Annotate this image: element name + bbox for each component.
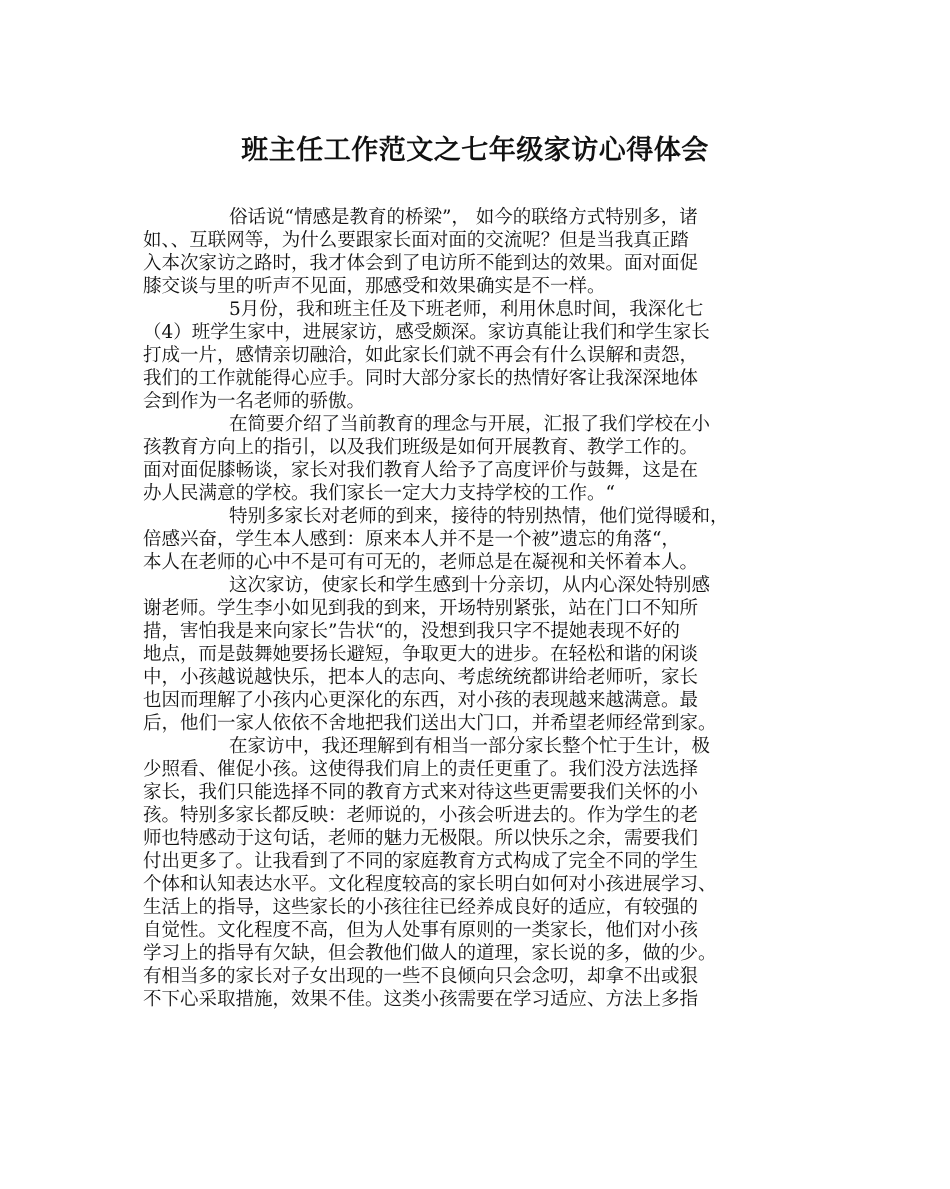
text-line: 我们的工作就能得心应手。同时大部分家长的热情好客让我深深地体 <box>143 368 699 389</box>
text-line: 如、、互联网等，为什么要跟家长面对面的交流呢？但是当我真正踏 <box>143 230 689 251</box>
paragraph-2 <box>143 298 833 413</box>
paragraph-1 <box>143 206 833 298</box>
text-line: 不下心采取措施，效果不佳。这类小孩需要在学习适应、方法上多指 <box>143 989 699 1010</box>
text-line: 孩教育方向上的指引，以及我们班级是如何开展教育、教学工作的。 <box>143 437 699 458</box>
text-line: 少照看、催促小孩。这使得我们肩上的责任更重了。我们没方法选择 <box>143 759 699 780</box>
text-line: 膝交谈与里的听声不见面，那感受和效果确实是不一样。 <box>143 276 606 297</box>
document-title: 班主任工作范文之七年级家访心得体会 <box>241 135 709 166</box>
text-line: 家长，我们只能选择不同的教育方式来对待这些更需要我们关怀的小 <box>143 782 699 803</box>
text-line: 措，害怕我是来向家长”告状“的，没想到我只字不提她表现不好的 <box>143 621 680 642</box>
paragraph-5 <box>143 574 833 735</box>
text-line: 也因而理解了小孩内心更深化的东西，对小孩的表现越来越满意。最 <box>143 690 699 711</box>
text-line: 谢老师。学生李小如见到我的到来，开场特别紧张，站在门口不知所 <box>143 598 699 619</box>
text-line: 打成一片，感情亲切融洽，如此家长们就不再会有什么误解和责怨， <box>143 345 699 366</box>
text-line: 生活上的指导，这些家长的小孩往往已经养成良好的适应，有较强的 <box>143 897 699 918</box>
text-line: （4）班学生家中，进展家访，感受颇深。家访真能让我们和学生家长 <box>143 322 710 343</box>
paragraph-3 <box>143 413 833 505</box>
text-line: 个体和认知表达水平。文化程度较高的家长明白如何对小孩进展学习、 <box>143 874 717 895</box>
text-line: 本人在老师的心中不是可有可无的，老师总是在凝视和关怀着本人。 <box>143 552 699 573</box>
document-body <box>143 206 833 1011</box>
text-line: 办人民满意的学校。我们家长一定大力支持学校的工作。“ <box>143 483 615 504</box>
paragraph-4 <box>143 505 833 574</box>
text-line: 学习上的指导有欠缺，但会教他们做人的道理，家长说的多，做的少。 <box>143 943 717 964</box>
text-line: 5月份，我和班主任及下班老师，利用休息时间，我深化七 <box>229 299 704 320</box>
text-line: 在简要介绍了当前教育的理念与开展，汇报了我们学校在小 <box>229 414 711 435</box>
text-line: 会到作为一名老师的骄傲。 <box>143 391 366 412</box>
text-line: 特别多家长对老师的到来，接待的特别热情，他们觉得暖和， <box>229 506 729 527</box>
text-line: 在家访中，我还理解到有相当一部分家长整个忙于生计，极 <box>229 736 711 757</box>
text-line: 有相当多的家长对子女出现的一些不良倾向只会念叨，却拿不出或狠 <box>143 966 699 987</box>
text-line: 入本次家访之路时，我才体会到了电访所不能到达的效果。面对面促 <box>143 253 699 274</box>
text-line: 自觉性。文化程度不高，但为人处事有原则的一类家长，他们对小孩 <box>143 920 699 941</box>
text-line: 后，他们一家人依依不舍地把我们送出大门口，并希望老师经常到家。 <box>143 713 717 734</box>
text-line: 孩。特别多家长都反映：老师说的，小孩会听进去的。作为学生的老 <box>143 805 699 826</box>
text-line: 俗话说“情感是教育的桥梁”， 如今的联络方式特别多，诸 <box>229 207 698 228</box>
text-line: 倍感兴奋，学生本人感到：原来本人并不是一个被”遗忘的角落“， <box>143 529 680 550</box>
text-line: 面对面促膝畅谈，家长对我们教育人给予了高度评价与鼓舞，这是在 <box>143 460 699 481</box>
text-line: 这次家访，使家长和学生感到十分亲切，从内心深处特别感 <box>229 575 711 596</box>
paragraph-6 <box>143 735 833 1011</box>
text-line: 地点，而是鼓舞她要扬长避短，争取更大的进步。在轻松和谐的闲谈 <box>143 644 699 665</box>
text-line: 师也特感动于这句话，老师的魅力无极限。所以快乐之余，需要我们 <box>143 828 699 849</box>
text-line: 中，小孩越说越快乐，把本人的志向、考虑统统都讲给老师听，家长 <box>143 667 699 688</box>
text-line: 付出更多了。让我看到了不同的家庭教育方式构成了完全不同的学生 <box>143 851 699 872</box>
